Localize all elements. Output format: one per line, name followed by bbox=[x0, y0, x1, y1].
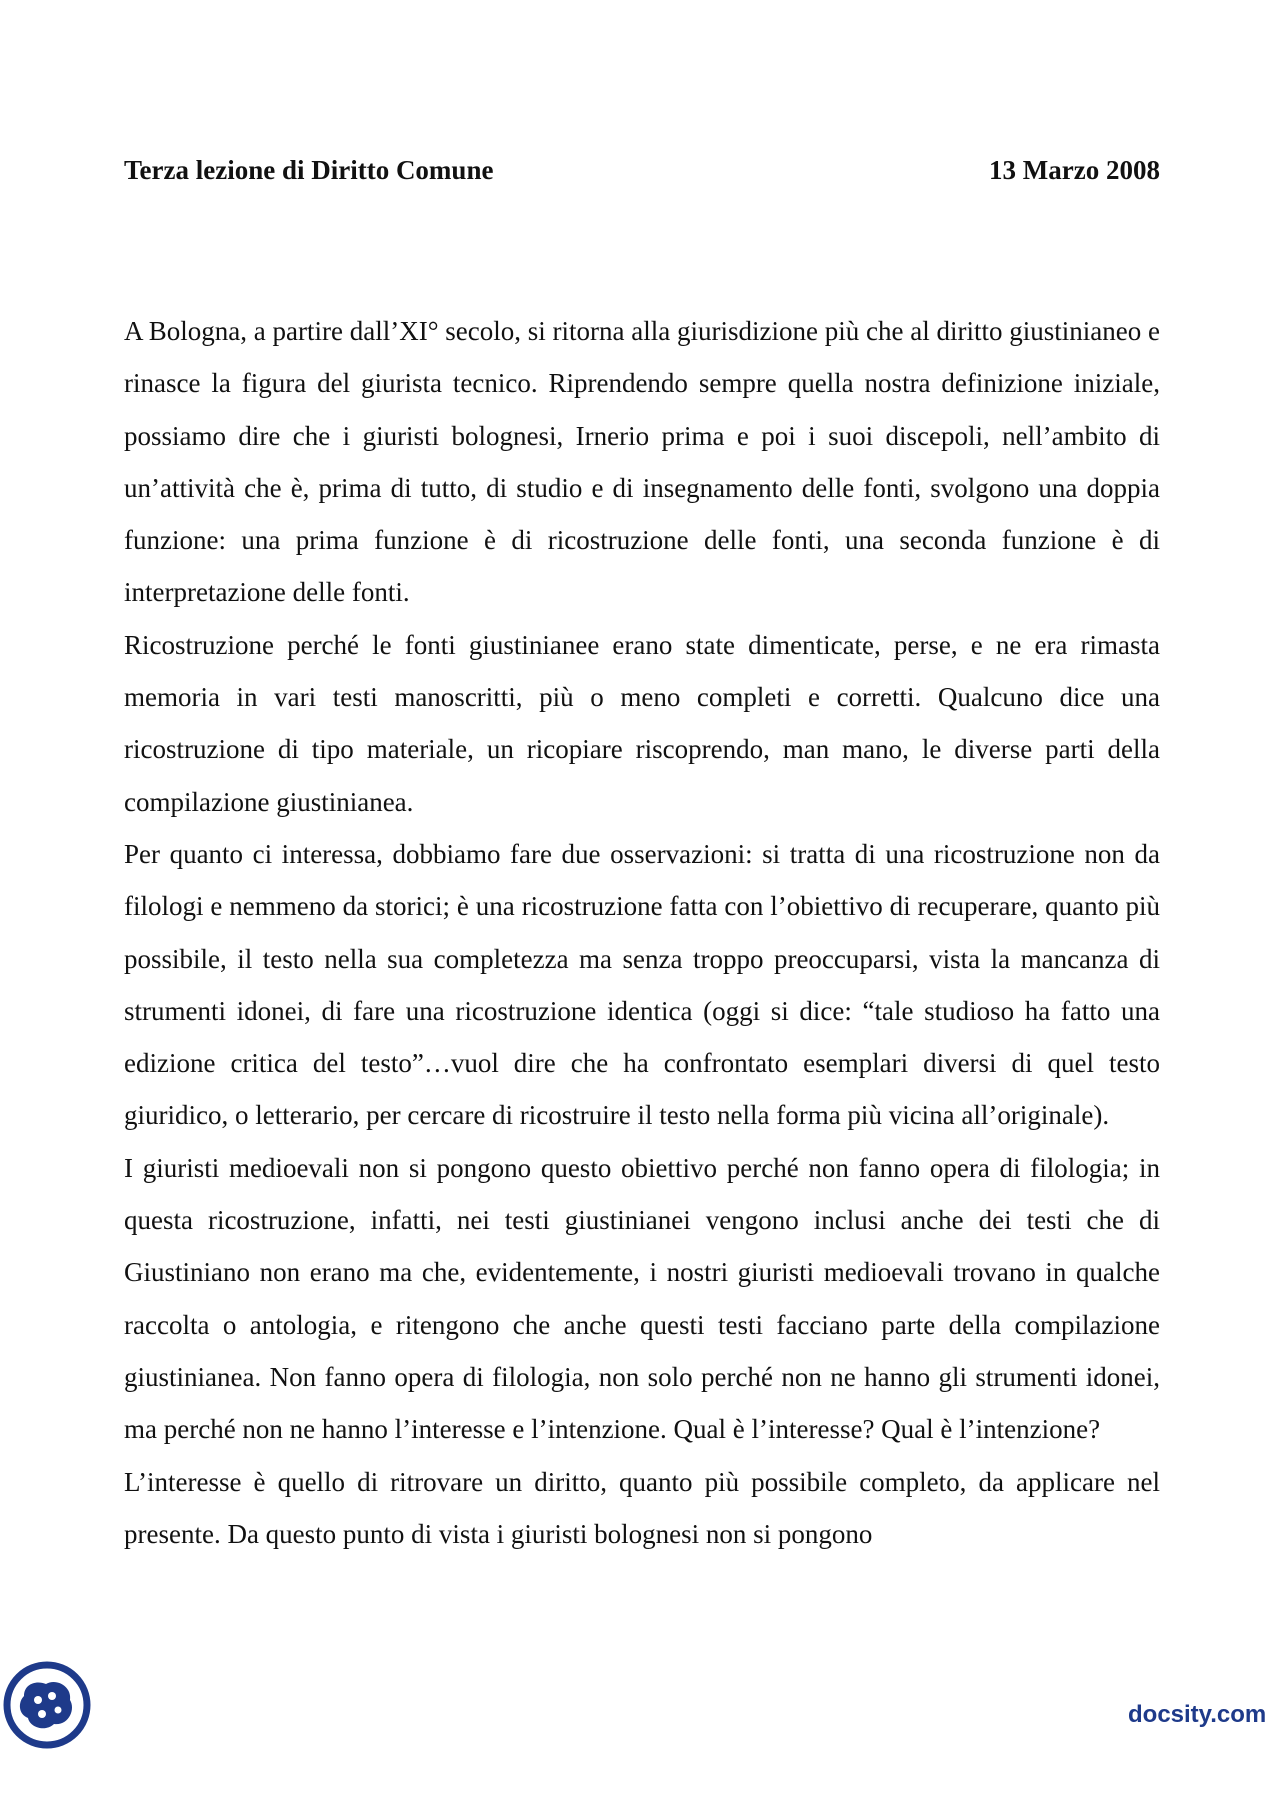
paragraph-4: I giuristi medioevali non si pongono questo obiettivo perché non fanno opera di filologia; in questa ricostruzione, infatti, nei testi giustinianei vengono inclusi anche dei testi che di Giustiniano non erano ma che, evidentemente, i nostri giuristi medioevali trovano in qualche raccolta o antologia, e ritengono che anche questi testi facciano parte della compilazione giustinianea. Non fanno opera di filologia, non solo perché non ne hanno gli strumenti idonei, ma perché non ne hanno l’interesse e l’intenzione. Qual è l’interesse? Qual è l’intenzione? bbox=[124, 1152, 1160, 1445]
document-header bbox=[124, 152, 1160, 188]
paragraph-5: L’interesse è quello di ritrovare un diritto, quanto più possibile completo, da applicare nel presente. Da questo punto di vista i giuristi bolognesi non si pongono bbox=[124, 1466, 1160, 1549]
paragraph-1: A Bologna, a partire dall’XI° secolo, si ritorna alla giurisdizione più che al diritto giustinianeo e rinasce la figura del giurista tecnico. Riprendendo sempre quella nostra definizione iniziale, possiamo dire che i giuristi bolognesi, Irnerio prima e poi i suoi discepoli, nell’ambito di un’attività che è, prima di tutto, di studio e di insegnamento delle fonti, svolgono una doppia funzione: una prima funzione è di ricostruzione delle fonti, una seconda funzione è di interpretazione delle fonti. bbox=[124, 316, 1160, 608]
paragraph-3: Per quanto ci interessa, dobbiamo fare due osservazioni: si tratta di una ricostruzione non da filologi e nemmeno da storici; è una ricostruzione fatta con l’obiettivo di recuperare, quanto più possibile, il testo nella sua completezza ma senza troppo preoccuparsi, vista la mancanza di strumenti idonei, di fare una ricostruzione identica (oggi si dice: “tale studioso ha fatto una edizione critica del testo”…vuol dire che ha confrontato esemplari diversi di quel testo giuridico, o letterario, per cercare di ricostruire il testo nella forma più vicina all’originale). bbox=[124, 838, 1160, 1131]
docsity-brand-link[interactable]: docsity.com bbox=[1128, 1701, 1267, 1728]
paragraph-2: Ricostruzione perché le fonti giustinianee erano state dimenticate, perse, e ne era rimasta memoria in vari testi manoscritti, più o meno completi e corretti. Qualcuno dice una ricostruzione di tipo materiale, un ricopiare riscoprendo, man mano, le diverse parti della compilazione giustinianea. bbox=[124, 629, 1160, 817]
lecture-date: 13 Marzo 2008 bbox=[989, 155, 1160, 185]
document-body bbox=[124, 305, 1160, 1560]
docsity-logo-icon[interactable] bbox=[2, 1660, 92, 1750]
lecture-title: Terza lezione di Diritto Comune bbox=[124, 155, 494, 185]
